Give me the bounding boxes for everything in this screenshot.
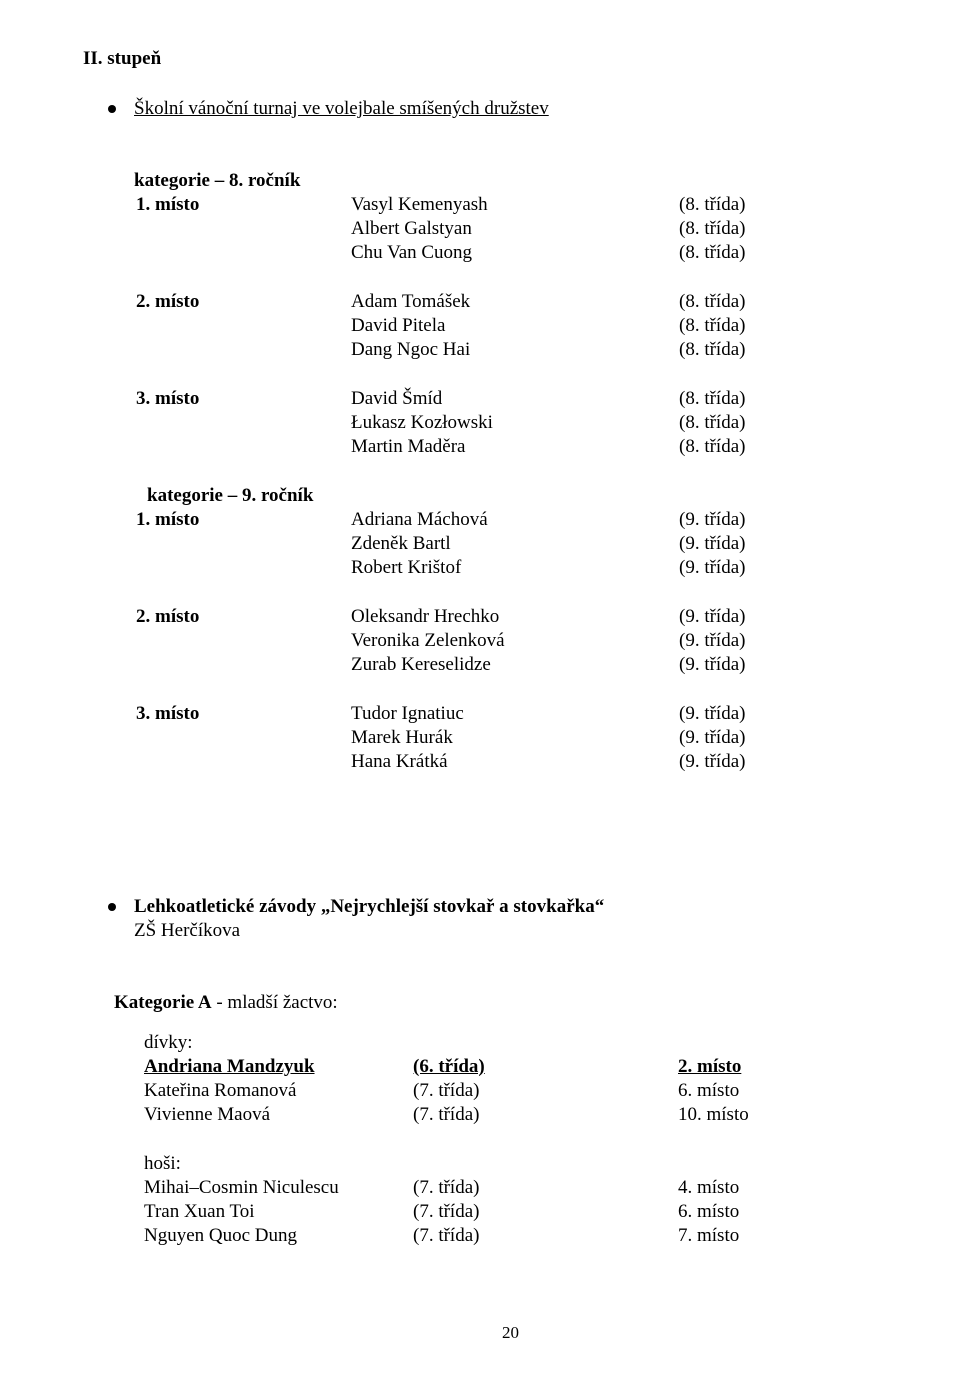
team-member-class: (9. třída) bbox=[679, 727, 746, 748]
team-member-name: Vasyl Kemenyash bbox=[351, 194, 488, 215]
team-member-name: David Pitela bbox=[351, 315, 446, 336]
athletics-category-name: Kategorie A bbox=[114, 992, 212, 1013]
result-place: 6. místo bbox=[678, 1201, 740, 1222]
team-member-name: Oleksandr Hrechko bbox=[351, 606, 500, 627]
bullet-icon bbox=[108, 105, 116, 113]
team-member-class: (8. třída) bbox=[679, 242, 746, 263]
team-member-name: David Šmíd bbox=[351, 388, 443, 409]
place-label: 3. místo bbox=[136, 703, 200, 724]
team-member-name: Dang Ngoc Hai bbox=[351, 339, 471, 360]
page-heading: II. stupeň bbox=[83, 48, 162, 69]
result-name: Tran Xuan Toi bbox=[144, 1201, 255, 1222]
team-member-class: (8. třída) bbox=[679, 194, 746, 215]
team-member-name: Zurab Kereselidze bbox=[351, 654, 491, 675]
team-member-class: (9. třída) bbox=[679, 606, 746, 627]
team-member-class: (9. třída) bbox=[679, 703, 746, 724]
result-class: (7. třída) bbox=[413, 1104, 480, 1125]
team-member-name: Adriana Máchová bbox=[351, 509, 488, 530]
team-member-name: Hana Krátká bbox=[351, 751, 448, 772]
athletics-venue: ZŠ Herčíkova bbox=[134, 920, 241, 941]
athletics-category bbox=[114, 991, 338, 1015]
team-member-class: (8. třída) bbox=[679, 315, 746, 336]
result-name: Kateřina Romanová bbox=[144, 1080, 297, 1101]
team-member-class: (9. třída) bbox=[679, 630, 746, 651]
result-name: Mihai–Cosmin Niculescu bbox=[144, 1177, 339, 1198]
team-member-name: Adam Tomášek bbox=[351, 291, 471, 312]
team-member-name: Albert Galstyan bbox=[351, 218, 472, 239]
volleyball-title: Školní vánoční turnaj ve volejbale smíšených družstev bbox=[134, 98, 549, 119]
page-number: 20 bbox=[502, 1323, 519, 1342]
team-member-name: Łukasz Kozłowski bbox=[351, 412, 493, 433]
athletics-title: Lehkoatletické závody „Nejrychlejší stovkař a stovkařka“ bbox=[134, 896, 605, 917]
team-member-class: (8. třída) bbox=[679, 436, 746, 457]
category-heading: kategorie – 8. ročník bbox=[134, 170, 301, 191]
result-place: 6. místo bbox=[678, 1080, 740, 1101]
result-name: Nguyen Quoc Dung bbox=[144, 1225, 298, 1246]
result-class: (7. třída) bbox=[413, 1177, 480, 1198]
team-member-name: Martin Maděra bbox=[351, 436, 466, 457]
result-class: (7. třída) bbox=[413, 1225, 480, 1246]
place-label: 3. místo bbox=[136, 388, 200, 409]
result-name: Andriana Mandzyuk bbox=[144, 1056, 315, 1077]
result-class: (7. třída) bbox=[413, 1080, 480, 1101]
team-member-class: (9. třída) bbox=[679, 509, 746, 530]
team-member-name: Tudor Ignatiuc bbox=[351, 703, 464, 724]
place-label: 2. místo bbox=[136, 291, 200, 312]
team-member-name: Veronika Zelenková bbox=[351, 630, 505, 651]
result-place: 4. místo bbox=[678, 1177, 740, 1198]
result-class: (6. třída) bbox=[413, 1056, 485, 1077]
group-label: dívky: bbox=[144, 1032, 193, 1053]
result-place: 7. místo bbox=[678, 1225, 740, 1246]
result-place: 2. místo bbox=[678, 1056, 742, 1077]
team-member-name: Robert Krištof bbox=[351, 557, 462, 578]
athletics-category-desc: - mladší žactvo: bbox=[211, 992, 338, 1013]
team-member-class: (8. třída) bbox=[679, 291, 746, 312]
place-label: 2. místo bbox=[136, 606, 200, 627]
result-place: 10. místo bbox=[678, 1104, 749, 1125]
place-label: 1. místo bbox=[136, 194, 200, 215]
place-label: 1. místo bbox=[136, 509, 200, 530]
team-member-class: (9. třída) bbox=[679, 751, 746, 772]
team-member-class: (8. třída) bbox=[679, 412, 746, 433]
category-heading: kategorie – 9. ročník bbox=[147, 485, 314, 506]
team-member-class: (8. třída) bbox=[679, 339, 746, 360]
team-member-class: (8. třída) bbox=[679, 388, 746, 409]
team-member-name: Marek Hurák bbox=[351, 727, 453, 748]
team-member-class: (9. třída) bbox=[679, 654, 746, 675]
team-member-name: Zdeněk Bartl bbox=[351, 533, 451, 554]
team-member-class: (9. třída) bbox=[679, 533, 746, 554]
result-class: (7. třída) bbox=[413, 1201, 480, 1222]
team-member-name: Chu Van Cuong bbox=[351, 242, 473, 263]
result-name: Vivienne Maová bbox=[144, 1104, 271, 1125]
team-member-class: (8. třída) bbox=[679, 218, 746, 239]
group-label: hoši: bbox=[144, 1153, 181, 1174]
team-member-class: (9. třída) bbox=[679, 557, 746, 578]
bullet-icon bbox=[108, 903, 116, 911]
